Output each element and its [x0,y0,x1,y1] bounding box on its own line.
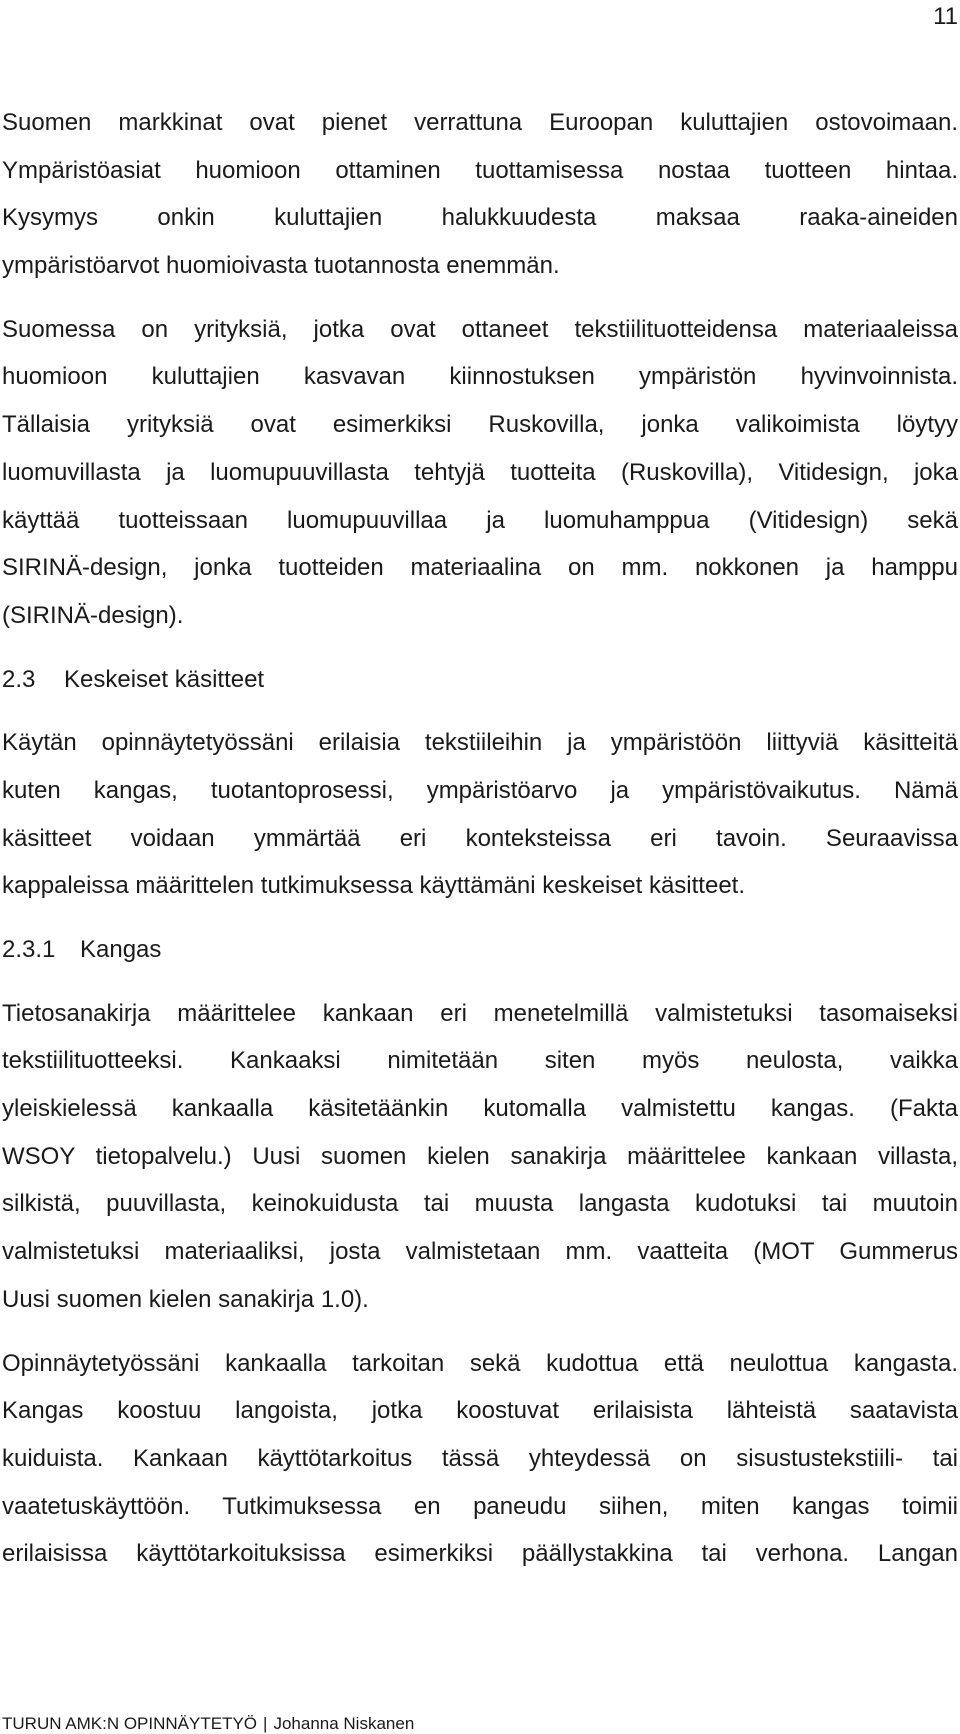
footer-separator: | [263,1714,268,1733]
text-line: Uusi suomen kielen sanakirja 1.0). [2,1285,369,1313]
section-heading-2-3 [2,665,958,713]
text-line: huomioon kuluttajien kasvavan kiinnostuksen ympäristön hyvinvoinnista. [2,363,958,391]
text-line: (SIRINÄ-design). [2,601,184,629]
text-line: Ympäristöasiat huomioon ottaminen tuottamisessa nostaa tuotteen hintaa. [2,156,958,184]
text-line: Kysymys onkin kuluttajien halukkuudesta maksaa raaka-aineiden [2,204,958,232]
text-line: Käytän opinnäytetyössäni erilaisia tekstiileihin ja ympäristöön liittyviä käsitteitä [2,729,958,757]
text-line: tekstiilituotteeksi. Kankaaksi nimitetään siten myös neulosta, vaikka [2,1047,958,1075]
text-line: Tietosanakirja määrittelee kankaan eri menetelmillä valmistetuksi tasomaiseksi [2,999,958,1027]
paragraph-fabric-usage [2,1349,958,1587]
text-line: silkistä, puuvillasta, keinokuidusta tai muusta langasta kudotuksi tai muutoin [2,1190,958,1218]
text-line: erilaisissa käyttötarkoituksissa esimerkiksi päällystakkina tai verhona. Langan [2,1540,958,1568]
text-line: Suomessa on yrityksiä, jotka ovat ottaneet tekstiilituotteidensa materiaaleissa [2,315,958,343]
text-line: Kangas koostuu langoista, jotka koostuvat erilaisista lähteistä saatavista [2,1397,958,1425]
text-line: yleiskielessä kankaalla käsitetäänkin kutomalla valmistettu kangas. (Fakta [2,1095,958,1123]
text-line: kappaleissa määrittelen tutkimuksessa käyttämäni keskeiset käsitteet. [2,872,746,900]
page-footer [2,1714,414,1734]
text-line: kuten kangas, tuotantoprosessi, ympäristöarvo ja ympäristövaikutus. Nämä [2,776,958,804]
paragraph-markets [2,108,958,299]
page-content [2,108,958,1587]
section-title: Keskeiset käsitteet [64,665,265,693]
text-line: valmistetuksi materiaaliksi, josta valmistetaan mm. vaatteita (MOT Gummerus [2,1238,958,1266]
paragraph-concepts [2,728,958,919]
section-heading-2-3-1 [2,935,958,983]
text-line: kuiduista. Kankaan käyttötarkoitus tässä yhteydessä on sisustustekstiili- tai [2,1444,958,1472]
text-line: käyttää tuotteissaan luomupuuvillaa ja luomuhamppua (Vitidesign) sekä [2,506,958,534]
text-line: vaatetuskäyttöön. Tutkimuksessa en paneudu siihen, miten kangas toimii [2,1492,958,1520]
text-line: Suomen markkinat ovat pienet verrattuna Euroopan kuluttajien ostovoimaan. [2,109,958,136]
text-line: ympäristöarvot huomioivasta tuotannosta enemmän. [2,252,560,280]
text-line: WSOY tietopalvelu.) Uusi suomen kielen sanakirja määrittelee kankaan villasta, [2,1142,958,1170]
text-line: käsitteet voidaan ymmärtää eri konteksteissa eri tavoin. Seuraavissa [2,824,958,852]
page-number: 11 [933,3,958,30]
footer-author: Johanna Niskanen [273,1714,415,1733]
text-line: SIRINÄ-design, jonka tuotteiden materiaalina on mm. nokkonen ja hamppu [2,554,958,582]
footer-institution: TURUN AMK:N OPINNÄYTETYÖ [2,1714,258,1733]
section-title: Kangas [80,936,162,963]
text-line: Opinnäytetyössäni kankaalla tarkoitan sekä kudottua että neulottua kangasta. [2,1349,958,1377]
text-line: Tällaisia yrityksiä ovat esimerkiksi Ruskovilla, jonka valikoimista löytyy [2,411,958,439]
section-number: 2.3.1 [2,936,56,963]
section-number: 2.3 [2,665,36,693]
text-line: luomuvillasta ja luomupuuvillasta tehtyjä tuotteita (Ruskovilla), Vitidesign, joka [2,458,958,486]
paragraph-companies [2,315,958,649]
paragraph-fabric-definition [2,999,958,1333]
